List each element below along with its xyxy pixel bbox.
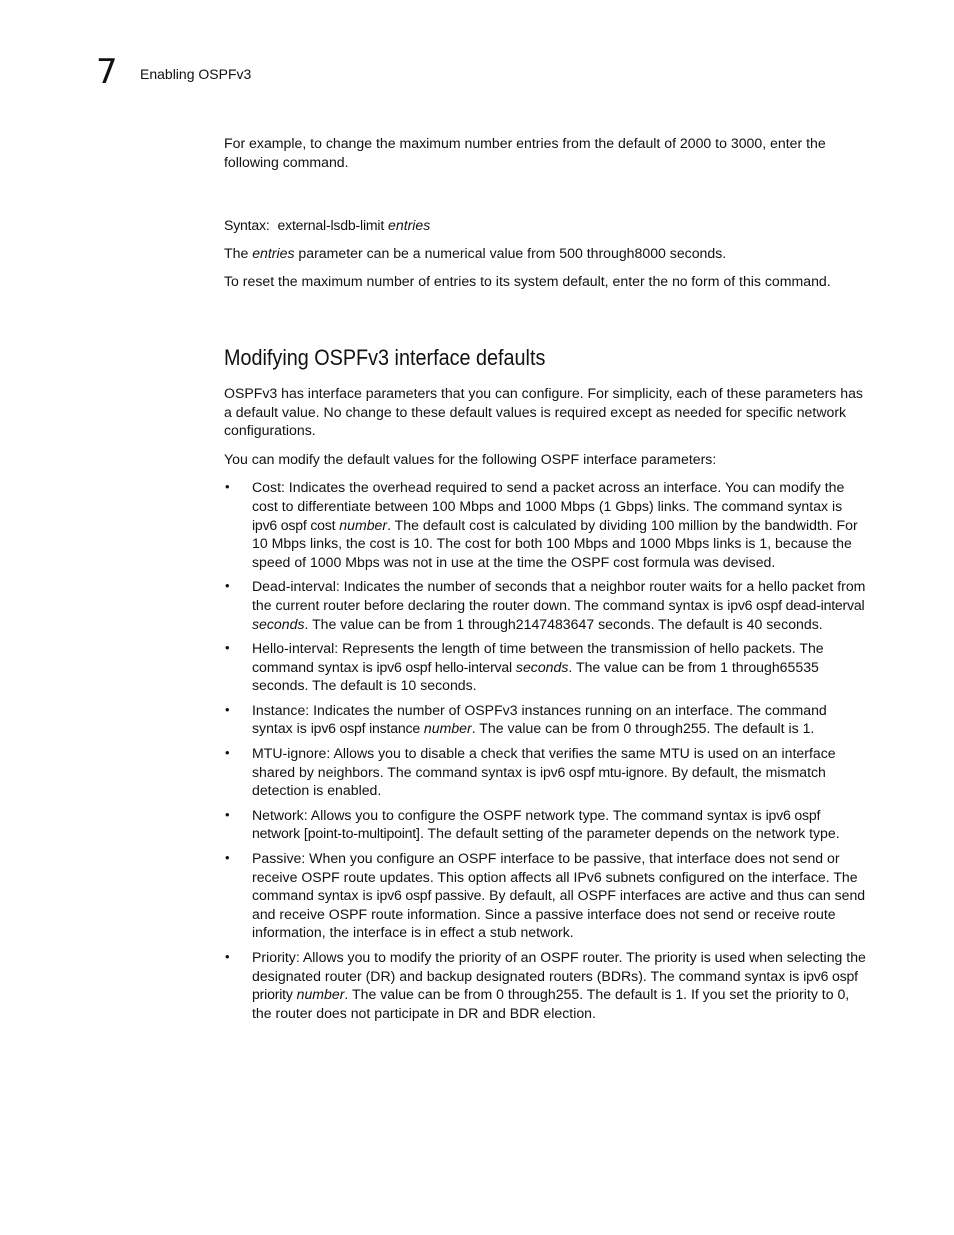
list-item-hello-interval xyxy=(224,639,870,695)
section-heading: Modifying OSPFv3 interface defaults xyxy=(224,344,546,370)
instance-text-2: . The value can be from 0 through255. The default is 1. xyxy=(471,720,815,737)
list-item-mtu-ignore xyxy=(224,744,870,800)
list-item-instance xyxy=(224,701,870,738)
network-text-2: ]. The default setting of the parameter depends on the network type. xyxy=(416,825,840,842)
network-bracket: [ xyxy=(299,825,308,842)
priority-text-1: Priority: Allows you to modify the priority of an OSPF router. The priority is used when selecting the designated router (DR) and backup designated routers (BDRs). The command syntax is xyxy=(252,949,866,984)
instance-command: ipv6 ospf instance xyxy=(310,720,420,737)
reset-text-post: form of this command. xyxy=(687,273,831,290)
passive-command: ipv6 ospf passive xyxy=(376,887,482,904)
reset-keyword: no xyxy=(672,273,688,290)
hello-arg: seconds xyxy=(515,658,569,675)
entries-text-post: parameter can be a numerical value from 500 through8000 seconds. xyxy=(294,244,727,261)
intro-paragraph: For example, to change the maximum number entries from the default of 2000 to 3000, enter the following command. xyxy=(224,135,826,170)
entries-text-pre: The xyxy=(224,244,253,261)
hello-command: ipv6 ospf hello-interval xyxy=(376,658,512,675)
list-item-priority xyxy=(224,948,870,1022)
dead-command: ipv6 ospf dead-interval xyxy=(727,596,865,613)
priority-arg: number xyxy=(296,986,345,1003)
hello-text-2: . The value can be from 1 through65535 seconds. The default is 10 seconds. xyxy=(252,658,819,694)
passive-text-2: . By default, all OSPF interfaces are active and thus can send and receive OSPF route information. Since a passive interface does not send or receive route information, the interface is in effect a stub network. xyxy=(252,887,866,941)
dead-arg: seconds xyxy=(252,615,305,632)
parameter-list xyxy=(224,478,870,1022)
entries-paragraph xyxy=(224,244,870,263)
list-item-dead-interval xyxy=(224,577,870,633)
syntax-label: Syntax: xyxy=(224,217,270,234)
bullet-icon: • xyxy=(225,578,230,594)
priority-text-2: . The value can be from 0 through255. The default is 1. If you set the priority to 0, the router does not participate in DR and BDR election. xyxy=(252,986,850,1021)
bullet-icon: • xyxy=(225,479,230,495)
bullet-icon: • xyxy=(225,806,230,822)
list-item-cost xyxy=(224,478,870,571)
list-item-passive xyxy=(224,849,870,942)
passive-text-1: Passive: When you configure an OSPF interface to be passive, that interface does not send or receive OSPF route updates. This option affects all IPv6 subnets configured on the interface. The command syntax is xyxy=(252,850,858,904)
reset-paragraph xyxy=(224,272,870,291)
instance-text-1: Instance: Indicates the number of OSPFv3 instances running on an interface. The command syntax is xyxy=(252,701,827,737)
page-body xyxy=(224,134,870,1028)
syntax-line xyxy=(224,216,870,235)
list-item-network xyxy=(224,806,870,843)
entries-param: entries xyxy=(252,244,295,261)
mtu-text-1: MTU-ignore: Allows you to disable a check that verifies the same MTU is used on an interface shared by neighbors. The command syntax is xyxy=(252,745,836,780)
syntax-command: external-lsdb-limit xyxy=(277,217,385,234)
dead-text-2: . The value can be from 1 through2147483647 seconds. The default is 40 seconds. xyxy=(304,615,823,632)
mtu-command: ipv6 ospf mtu-ignore xyxy=(540,763,664,780)
chapter-title: Enabling OSPFv3 xyxy=(140,66,252,82)
section-paragraph-2: You can modify the default values for the following OSPF interface parameters: xyxy=(224,450,717,467)
instance-arg: number xyxy=(423,720,472,737)
dead-text-1: Dead-interval: Indicates the number of seconds that a neighbor router waits for a hello packet from the current router before declaring the router down. The command syntax is xyxy=(252,578,866,613)
priority-command: ipv6 ospf priority xyxy=(252,967,858,1003)
bullet-icon: • xyxy=(225,949,230,964)
hello-text-1: Hello-interval: Represents the length of time between the transmission of hello packets. The command syntax is xyxy=(252,640,824,675)
bullet-icon: • xyxy=(225,745,230,761)
syntax-param: entries xyxy=(388,217,431,234)
section-paragraph-1: OSPFv3 has interface parameters that you can configure. For simplicity, each of these parameters has a default value. No change to these default values is required except as needed for specific network configurations. xyxy=(224,384,863,439)
mtu-text-2: . By default, the mismatch detection is enabled. xyxy=(252,763,826,799)
network-command: ipv6 ospf network xyxy=(252,806,821,842)
cost-arg: number xyxy=(339,516,388,533)
cost-text-1: Cost: Indicates the overhead required to send a packet across an interface. You can modify the cost to differentiate between 100 Mbps and 1000 Mbps (1 Gbps) links. The command syntax is xyxy=(252,479,845,514)
cost-command: ipv6 ospf cost xyxy=(252,516,336,533)
bullet-icon: • xyxy=(225,701,230,717)
bullet-icon: • xyxy=(225,640,230,656)
reset-text-pre: To reset the maximum number of entries to its system default, enter the xyxy=(224,273,673,290)
cost-text-2: . The default cost is calculated by dividing 100 million by the bandwidth. For 10 Mbps links, the cost is 10. The cost for both 100 Mbps and 1000 Mbps links is 1, because the speed of 1000 Mbps was not in use at the time the OSPF cost formula was devised. xyxy=(252,516,858,570)
bullet-icon: • xyxy=(225,850,230,866)
network-option: point-to-multipoint xyxy=(307,825,417,842)
network-text-1: Network: Allows you to configure the OSPF network type. The command syntax is xyxy=(252,806,766,823)
chapter-number: 7 xyxy=(96,52,118,92)
